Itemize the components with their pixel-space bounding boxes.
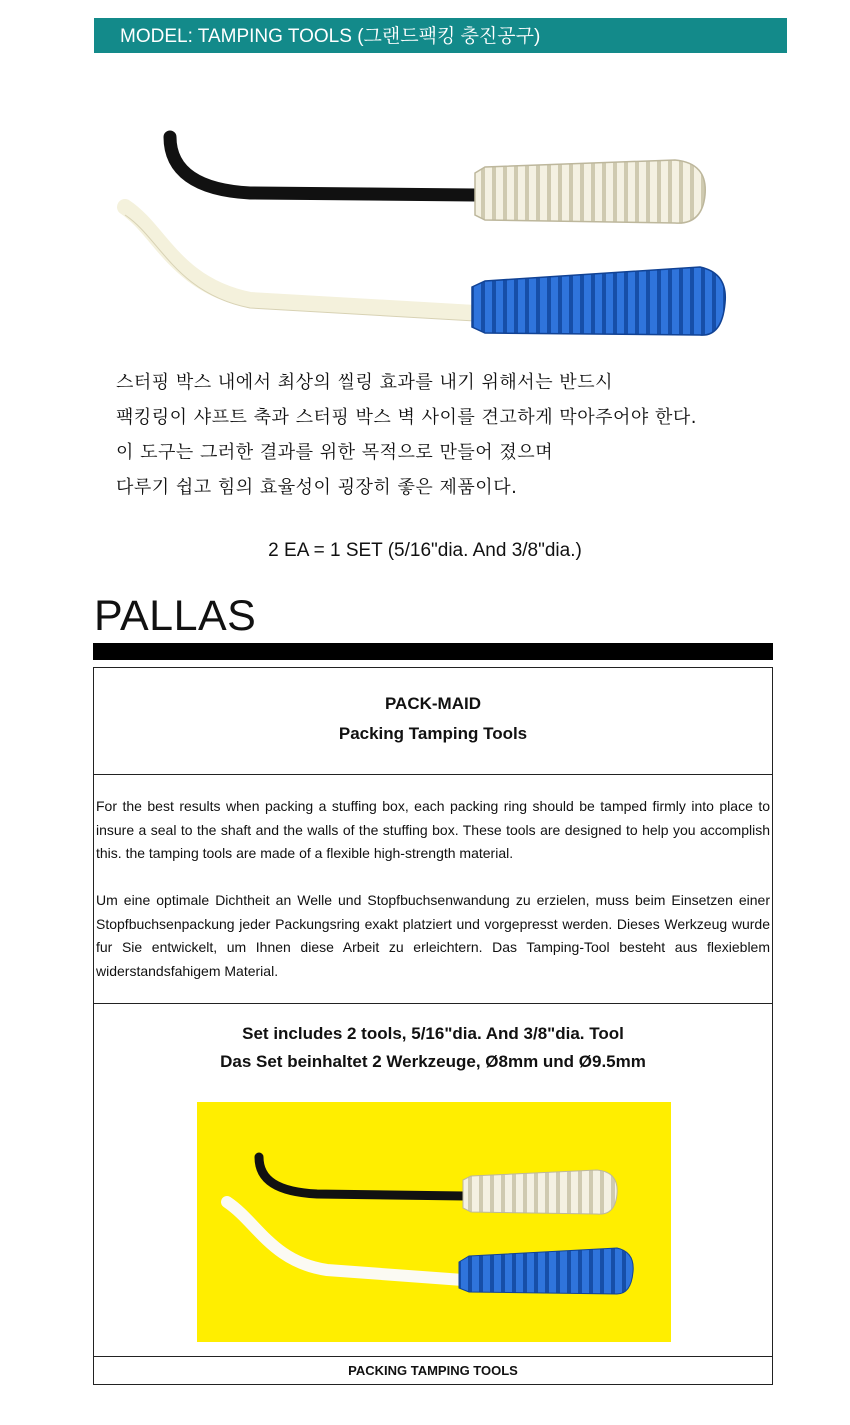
model-header-bar bbox=[94, 18, 787, 53]
brand-title: PALLAS bbox=[94, 592, 257, 640]
spec-header bbox=[94, 668, 772, 775]
kr-line: 팩킹링이 샤프트 축과 스터핑 박스 벽 사이를 견고하게 막아주어야 한다. bbox=[116, 407, 697, 428]
model-label: MODEL: TAMPING TOOLS (그랜드팩킹 충진공구) bbox=[120, 26, 541, 47]
english-description: For the best results when packing a stuffing box, each packing ring should be tamped firmly into place to insure a seal to the shaft and the walls of the stuffing box. These tools are designed to help you accomplish this. the tamping tools are made of a flexible high-strength material. bbox=[96, 798, 770, 861]
kr-line: 스터핑 박스 내에서 최상의 씰링 효과를 내기 위해서는 반드시 bbox=[116, 372, 613, 393]
brand-divider bbox=[93, 643, 773, 660]
product-photo bbox=[197, 1102, 671, 1342]
white-handle bbox=[475, 160, 705, 223]
german-description: Um eine optimale Dichtheit an Welle und Stopfbuchsenwandung zu erzielen, muss beim Einsetzen einer Stopfbuchsenpackung jeder Packungsring exakt platziert und vorgepresst werden. Dieses Werkzeug wurde fur Sie entwickelt, um Ihnen diese Arbeit zu erleichtern. Das Tamping-Tool besteht aus flexieblem widerstandsfahigem Material. bbox=[96, 892, 770, 979]
kr-line: 다루기 쉽고 힘의 효율성이 굉장히 좋은 제품이다. bbox=[116, 477, 518, 498]
kr-line: 이 도구는 그러한 결과를 위한 목적으로 만들어 졌으며 bbox=[116, 442, 554, 463]
photo-blue-handle bbox=[459, 1248, 633, 1294]
photo-white-handle bbox=[463, 1170, 617, 1214]
spec-set-section bbox=[94, 1004, 772, 1357]
spec-subtitle: Packing Tamping Tools bbox=[338, 724, 528, 743]
korean-description bbox=[116, 365, 796, 505]
white-shaft bbox=[125, 207, 475, 313]
photo-caption: PACKING TAMPING TOOLS bbox=[348, 1363, 518, 1378]
spec-description bbox=[94, 775, 772, 1004]
spec-title: PACK-MAID bbox=[384, 694, 481, 713]
set-includes-de: Das Set beinhaltet 2 Werkzeuge, Ø8mm und Ø9.5mm bbox=[220, 1052, 646, 1071]
spec-box bbox=[93, 667, 773, 1385]
black-shaft bbox=[170, 137, 475, 195]
blue-handle bbox=[472, 267, 725, 335]
tamping-tools-photo bbox=[100, 115, 750, 355]
set-includes-en: Set includes 2 tools, 5/16"dia. And 3/8"dia. Tool bbox=[242, 1024, 624, 1043]
set-quantity-line: 2 EA = 1 SET (5/16"dia. And 3/8"dia.) bbox=[268, 540, 582, 561]
